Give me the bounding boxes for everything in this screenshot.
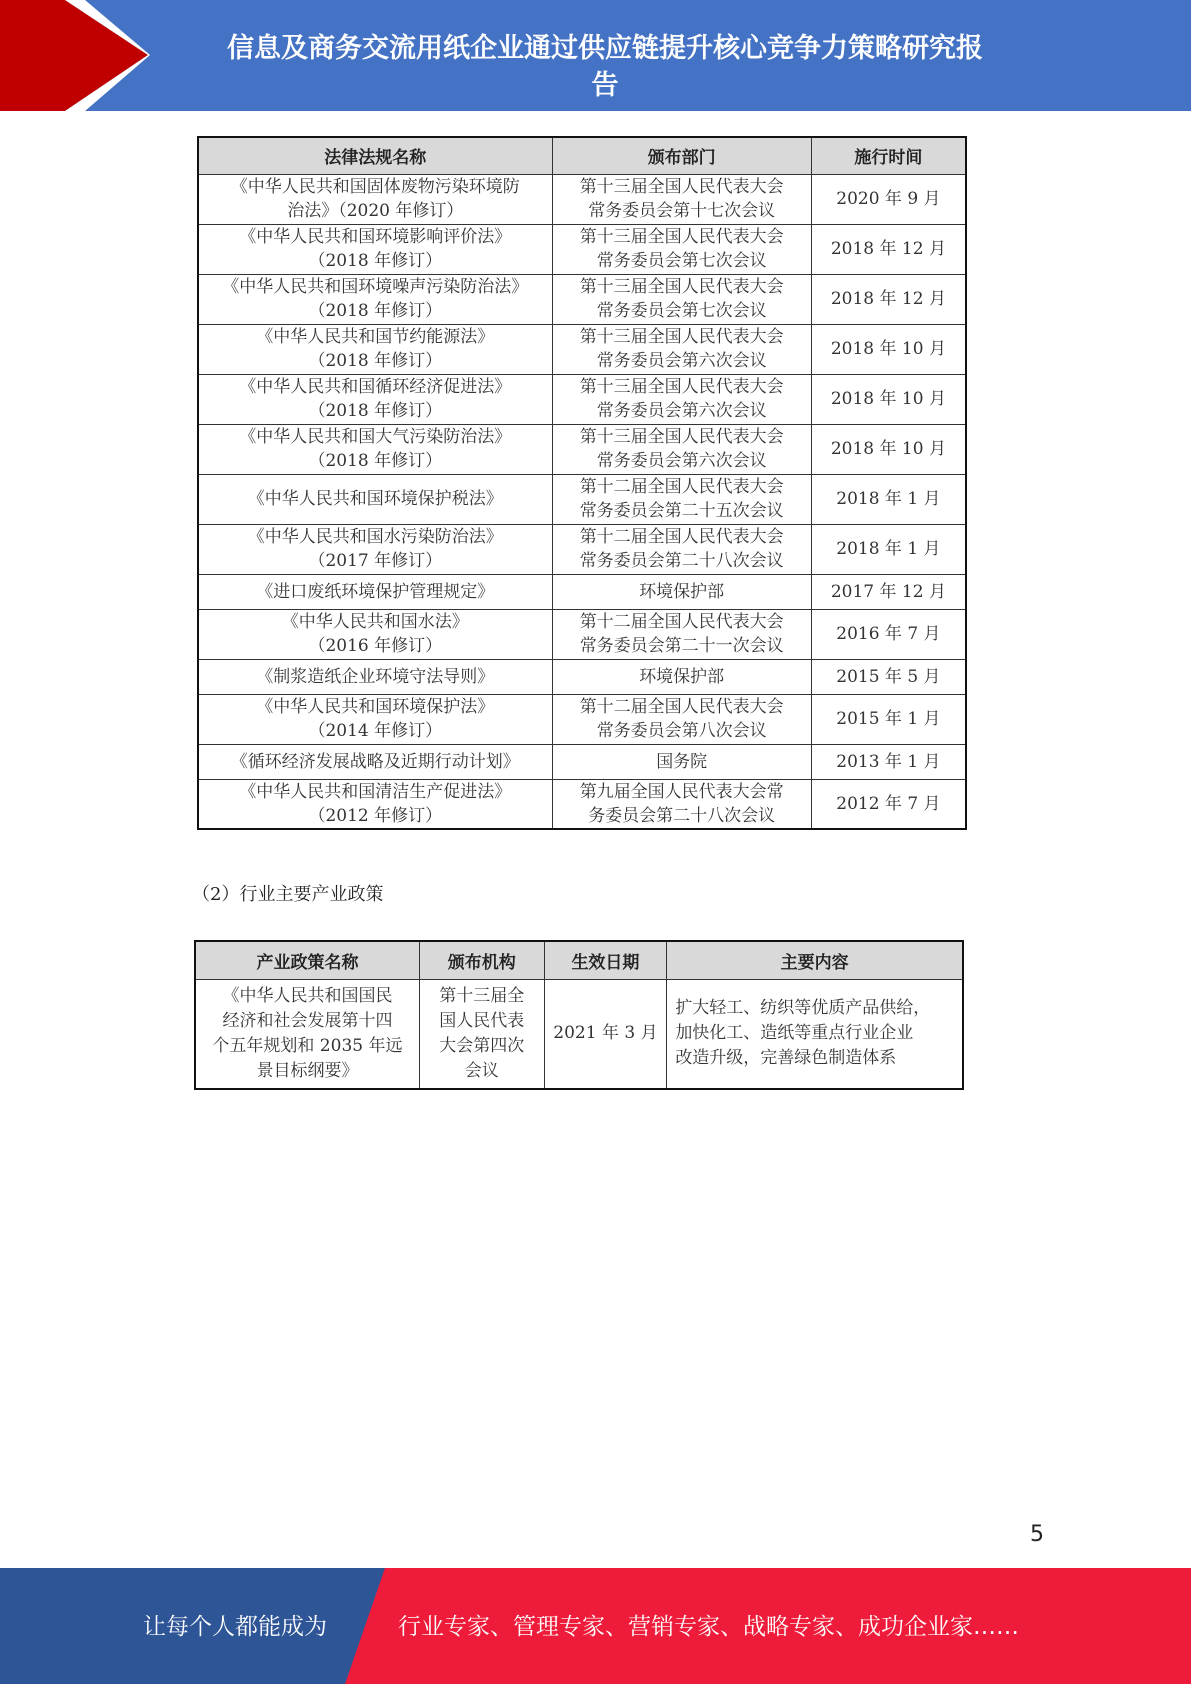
cell-line: 环境保护部 — [639, 581, 725, 602]
cell-line: 《循环经济发展战略及近期行动计划》 — [230, 751, 520, 772]
section-heading: （2）行业主要产业政策 — [192, 884, 384, 905]
header-red-chevron — [0, 0, 150, 111]
cell-line: （2017 年修订） — [308, 551, 443, 571]
law-date-cell: 2017 年 12 月 — [811, 574, 966, 609]
cell-line: 常务委员会第二十八次会议 — [579, 551, 784, 571]
cell-line: 会议 — [464, 1060, 499, 1081]
cell-line: 《中华人民共和国节约能源法》 — [256, 327, 495, 347]
law-table-header-name: 法律法规名称 — [198, 137, 552, 174]
cell-line: 《中华人民共和国清洁生产促进法》 — [239, 781, 512, 802]
cell-line: 《中华人民共和国水法》 — [281, 612, 469, 632]
law-dept-cell — [552, 374, 811, 424]
policy-table-header-date: 生效日期 — [544, 941, 667, 979]
cell-line: 环境保护部 — [639, 666, 725, 687]
page-header — [0, 0, 1191, 111]
law-table-header-row — [198, 137, 966, 174]
cell-line: 《中华人民共和国国民 — [222, 985, 393, 1006]
law-date-cell: 2018 年 10 月 — [811, 424, 966, 474]
cell-line: 改造升级，完善绿色制造体系 — [675, 1048, 897, 1068]
law-name-cell — [198, 424, 552, 474]
law-table-header-date: 施行时间 — [811, 137, 966, 174]
cell-line: 第十二届全国人民代表大会 — [579, 697, 784, 717]
law-dept-cell — [552, 609, 811, 659]
law-name-cell — [198, 274, 552, 324]
law-name-cell — [198, 744, 552, 779]
law-dept-cell — [552, 694, 811, 744]
cell-line: 第十二届全国人民代表大会 — [579, 477, 784, 497]
law-dept-cell — [552, 324, 811, 374]
table-row — [198, 474, 966, 524]
law-dept-cell — [552, 274, 811, 324]
law-name-cell — [198, 574, 552, 609]
cell-line: 治法》（2020 年修订） — [287, 201, 464, 221]
cell-line: （2016 年修订） — [308, 636, 443, 656]
cell-line: 《中华人民共和国环境保护税法》 — [247, 489, 503, 509]
law-date-cell: 2018 年 1 月 — [811, 474, 966, 524]
cell-line: 常务委员会第六次会议 — [596, 401, 767, 421]
table-row — [198, 694, 966, 744]
policy-table-header-row — [195, 941, 963, 979]
cell-line: 第十三届全国人民代表大会 — [579, 227, 784, 247]
law-date-cell: 2018 年 12 月 — [811, 224, 966, 274]
cell-line: 《中华人民共和国环境影响评价法》 — [239, 227, 512, 247]
table-row — [198, 779, 966, 829]
cell-line: （2018 年修订） — [308, 351, 443, 371]
policy-table-header-org: 颁布机构 — [419, 941, 544, 979]
table-row — [198, 524, 966, 574]
table-row — [198, 374, 966, 424]
cell-line: 常务委员会第二十五次会议 — [579, 501, 784, 521]
law-date-cell: 2018 年 12 月 — [811, 274, 966, 324]
law-date-cell: 2020 年 9 月 — [811, 174, 966, 224]
cell-line: 常务委员会第七次会议 — [596, 301, 767, 321]
cell-line: 《中华人民共和国环境噪声污染防治法》 — [222, 277, 529, 297]
law-dept-cell — [552, 574, 811, 609]
cell-line: 常务委员会第六次会议 — [596, 451, 767, 471]
table-row — [198, 174, 966, 224]
table-row — [198, 424, 966, 474]
law-date-cell: 2015 年 5 月 — [811, 659, 966, 694]
law-name-cell — [198, 174, 552, 224]
cell-line: 景目标纲要》 — [256, 1060, 359, 1081]
cell-line: 第十三届全国人民代表大会 — [579, 277, 784, 297]
cell-line: 常务委员会第七次会议 — [596, 251, 767, 271]
cell-line: 《进口废纸环境保护管理规定》 — [256, 581, 495, 602]
law-date-cell: 2015 年 1 月 — [811, 694, 966, 744]
cell-line: 务委员会第二十八次会议 — [588, 805, 776, 826]
policy-table — [194, 940, 964, 1090]
cell-line: 《中华人民共和国环境保护法》 — [256, 697, 495, 717]
cell-line: 第十三届全国人民代表大会 — [579, 427, 784, 447]
law-name-cell — [198, 659, 552, 694]
law-table-body — [198, 174, 966, 829]
cell-line: 常务委员会第二十一次会议 — [579, 636, 784, 656]
policy-table-header-name: 产业政策名称 — [195, 941, 419, 979]
report-title-line1: 信息及商务交流用纸企业通过供应链提升核心竞争力策略研究报 — [227, 33, 983, 64]
footer-slogan-left: 让每个人都能成为 — [143, 1614, 327, 1640]
cell-line: 个五年规划和 2035 年远 — [212, 1035, 403, 1056]
cell-line: （2018 年修订） — [308, 301, 443, 321]
cell-line: 第十三届全国人民代表大会 — [579, 327, 784, 347]
cell-line: 常务委员会第八次会议 — [596, 721, 767, 741]
table-row — [198, 659, 966, 694]
cell-line: 《中华人民共和国循环经济促进法》 — [239, 377, 512, 397]
table-row — [198, 574, 966, 609]
table-row — [198, 274, 966, 324]
cell-line: 经济和社会发展第十四 — [222, 1010, 393, 1031]
cell-line: （2012 年修订） — [308, 805, 443, 826]
law-name-cell — [198, 609, 552, 659]
law-name-cell — [198, 694, 552, 744]
cell-line: 第十三届全国人民代表大会 — [579, 377, 784, 397]
cell-line: （2014 年修订） — [308, 721, 443, 741]
table-row — [198, 224, 966, 274]
cell-line: 国人民代表 — [439, 1010, 525, 1031]
law-dept-cell — [552, 174, 811, 224]
table-row — [195, 979, 963, 1089]
cell-line: 《中华人民共和国固体废物污染环境防 — [230, 177, 520, 197]
policy-name-cell — [195, 979, 419, 1089]
policy-date-cell: 2021 年 3 月 — [544, 979, 667, 1089]
cell-line: 常务委员会第六次会议 — [596, 351, 767, 371]
cell-line: 第十二届全国人民代表大会 — [579, 527, 784, 547]
law-name-cell — [198, 779, 552, 829]
law-dept-cell — [552, 424, 811, 474]
report-title-line2: 告 — [591, 70, 619, 101]
cell-line: 《中华人民共和国水污染防治法》 — [247, 527, 503, 547]
cell-line: 大会第四次 — [439, 1035, 525, 1056]
cell-line: 《制浆造纸企业环境守法导则》 — [256, 666, 495, 687]
cell-line: 《中华人民共和国大气污染防治法》 — [239, 427, 512, 447]
policy-content-cell — [667, 979, 963, 1089]
report-title — [180, 30, 1030, 104]
law-name-cell — [198, 374, 552, 424]
law-name-cell — [198, 324, 552, 374]
table-row — [198, 324, 966, 374]
cell-line: 第十三届全国人民代表大会 — [579, 177, 784, 197]
law-dept-cell — [552, 779, 811, 829]
cell-line: （2018 年修订） — [308, 251, 443, 271]
policy-table-header-content: 主要内容 — [667, 941, 963, 979]
law-name-cell — [198, 524, 552, 574]
cell-line: 第十二届全国人民代表大会 — [579, 612, 784, 632]
page-footer — [0, 1568, 1191, 1684]
cell-line: 扩大轻工、纺织等优质产品供给， — [675, 998, 931, 1018]
cell-line: 常务委员会第十七次会议 — [588, 201, 776, 221]
policy-org-cell — [419, 979, 544, 1089]
law-dept-cell — [552, 524, 811, 574]
law-name-cell — [198, 474, 552, 524]
cell-line: 第十三届全 — [439, 985, 525, 1006]
law-date-cell: 2012 年 7 月 — [811, 779, 966, 829]
law-dept-cell — [552, 659, 811, 694]
cell-line: 国务院 — [656, 751, 708, 772]
law-dept-cell — [552, 224, 811, 274]
law-dept-cell — [552, 744, 811, 779]
law-table — [197, 136, 967, 830]
law-dept-cell — [552, 474, 811, 524]
law-name-cell — [198, 224, 552, 274]
law-date-cell: 2018 年 10 月 — [811, 324, 966, 374]
page-number: 5 — [1030, 1522, 1044, 1547]
law-date-cell: 2018 年 1 月 — [811, 524, 966, 574]
table-row — [198, 744, 966, 779]
cell-line: （2018 年修订） — [308, 401, 443, 421]
law-date-cell: 2013 年 1 月 — [811, 744, 966, 779]
cell-line: 加快化工、造纸等重点行业企业 — [675, 1023, 914, 1043]
law-date-cell: 2016 年 7 月 — [811, 609, 966, 659]
footer-slogan-right: 行业专家、管理专家、营销专家、战略专家、成功企业家…… — [398, 1614, 1019, 1640]
cell-line: （2018 年修订） — [308, 451, 443, 471]
law-date-cell: 2018 年 10 月 — [811, 374, 966, 424]
law-table-header-dept: 颁布部门 — [552, 137, 811, 174]
table-row — [198, 609, 966, 659]
cell-line: 第九届全国人民代表大会常 — [579, 781, 784, 802]
